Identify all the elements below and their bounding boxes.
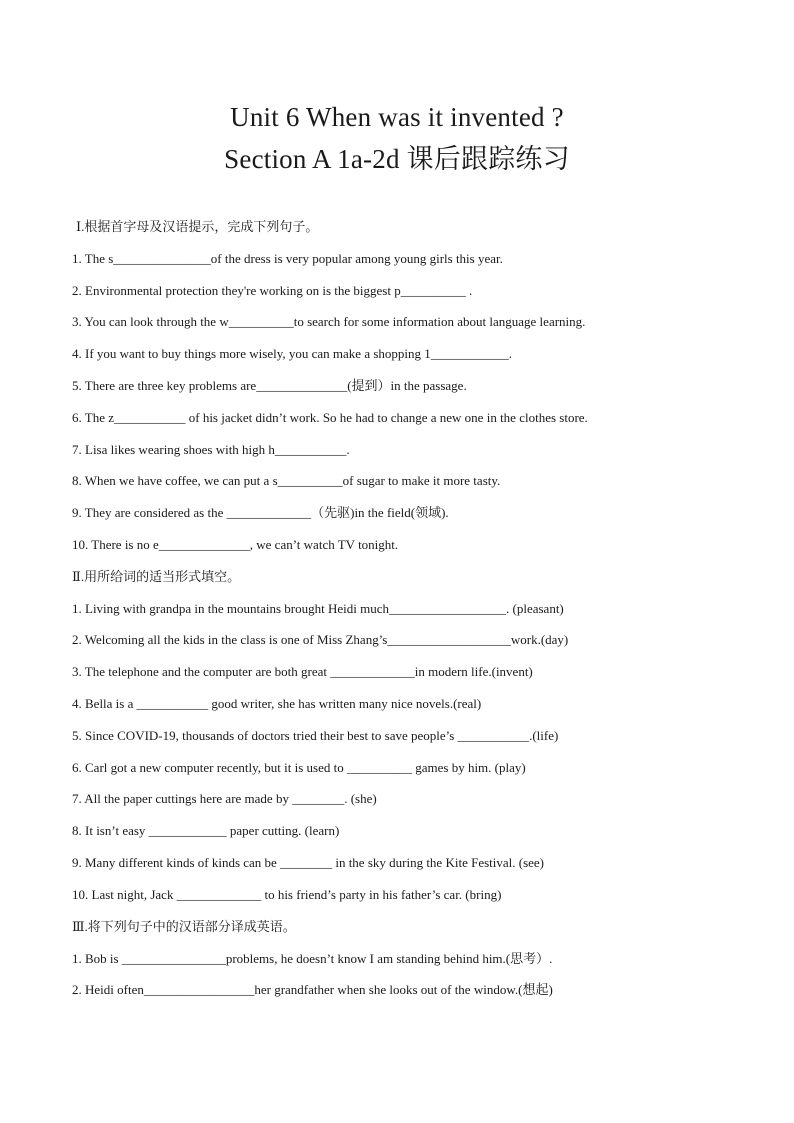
section-2-item-2: 2. Welcoming all the kids in the class is one of Miss Zhang’s___________________work.(day): [72, 632, 569, 647]
section-1-item-1: 1. The s_______________of the dress is very popular among young girls this year.: [72, 251, 503, 266]
section-2-item-5: 5. Since COVID-19, thousands of doctors tried their best to save people’s ___________.(life): [72, 728, 559, 743]
section-2-item-8: 8. It isn’t easy ____________ paper cutting. (learn): [72, 823, 340, 838]
section-1-item-9: 9. They are considered as the _____________（先驱)in the field(领域).: [72, 505, 449, 520]
section-2-item-6: 6. Carl got a new computer recently, but it is used to __________ games by him. (play): [72, 760, 526, 775]
section-2-item-3: 3. The telephone and the computer are both great _____________in modern life.(invent): [72, 664, 533, 679]
section-1-item-4: 4. If you want to buy things more wisely, you can make a shopping 1____________.: [72, 346, 513, 361]
section-2-item-7: 7. All the paper cuttings here are made by ________. (she): [72, 791, 377, 806]
section-1-item-2: 2. Environmental protection they're working on is the biggest p__________ .: [72, 283, 473, 298]
section-2-item-9: 9. Many different kinds of kinds can be ________ in the sky during the Kite Festival. (see): [72, 855, 545, 870]
section-1-item-3: 3. You can look through the w__________to search for some information about language learning.: [72, 314, 586, 329]
section-1-item-10: 10. There is no e______________, we can’t watch TV tonight.: [72, 537, 399, 552]
section-1-item-7: 7. Lisa likes wearing shoes with high h___________.: [72, 442, 350, 457]
unit-title: Unit 6 When was it invented ?: [230, 102, 564, 132]
section-2-heading: Ⅱ.用所给词的适当形式填空。: [72, 569, 241, 584]
section-1-heading: Ⅰ.根据首字母及汉语提示，完成下列句子。: [76, 219, 319, 234]
section-1-item-8: 8. When we have coffee, we can put a s__________of sugar to make it more tasty.: [72, 473, 501, 488]
section-2-item-4: 4. Bella is a ___________ good writer, she has written many nice novels.(real): [72, 696, 482, 711]
section-1-item-5: 5. There are three key problems are______________(提到）in the passage.: [72, 378, 467, 393]
section-3-heading: Ⅲ.将下列句子中的汉语部分译成英语。: [72, 919, 296, 934]
section-2-item-1: 1. Living with grandpa in the mountains brought Heidi much__________________. (pleasant): [72, 601, 564, 616]
section-2-item-10: 10. Last night, Jack _____________ to his friend’s party in his father’s car. (bring): [72, 887, 502, 902]
section-title: Section A 1a-2d 课后跟踪练习: [224, 144, 570, 174]
section-1-item-6: 6. The z___________ of his jacket didn’t work. So he had to change a new one in the clothes store.: [72, 410, 588, 425]
section-3-item-1: 1. Bob is ________________problems, he doesn’t know I am standing behind him.(思考）.: [72, 951, 553, 966]
section-3-item-2: 2. Heidi often_________________her grandfather when she looks out of the window.(想起): [72, 982, 553, 997]
